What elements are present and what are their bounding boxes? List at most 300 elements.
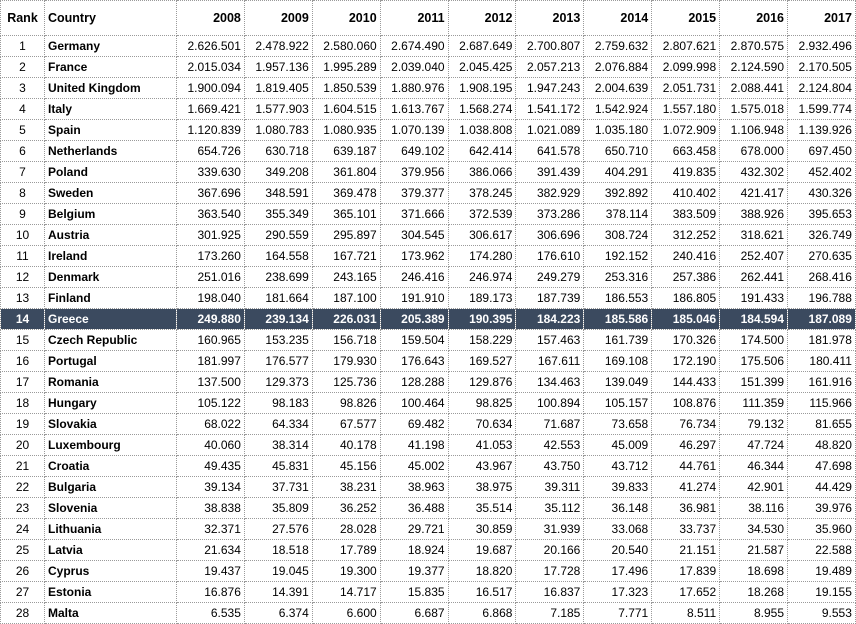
value-cell: 642.414	[448, 141, 516, 162]
rank-cell: 2	[1, 57, 45, 78]
value-cell: 35.112	[516, 498, 584, 519]
rank-cell: 8	[1, 183, 45, 204]
country-cell: Latvia	[45, 540, 177, 561]
value-cell: 6.600	[312, 603, 380, 624]
value-cell: 40.178	[312, 435, 380, 456]
value-cell: 105.157	[584, 393, 652, 414]
value-cell: 378.245	[448, 183, 516, 204]
value-cell: 1.577.903	[244, 99, 312, 120]
value-cell: 151.399	[720, 372, 788, 393]
value-cell: 251.016	[177, 267, 245, 288]
value-cell: 129.373	[244, 372, 312, 393]
value-cell: 1.947.243	[516, 78, 584, 99]
country-cell: Belgium	[45, 204, 177, 225]
value-cell: 1.120.839	[177, 120, 245, 141]
value-cell: 184.594	[720, 309, 788, 330]
value-cell: 17.728	[516, 561, 584, 582]
value-cell: 180.411	[788, 351, 856, 372]
value-cell: 181.664	[244, 288, 312, 309]
value-cell: 253.316	[584, 267, 652, 288]
value-cell: 18.924	[380, 540, 448, 561]
value-cell: 42.553	[516, 435, 584, 456]
value-cell: 1.035.180	[584, 120, 652, 141]
value-cell: 161.916	[788, 372, 856, 393]
table-header	[1, 1, 856, 36]
header-year: 2011	[380, 1, 448, 36]
value-cell: 2.932.496	[788, 36, 856, 57]
value-cell: 268.416	[788, 267, 856, 288]
table-row	[1, 267, 856, 288]
value-cell: 108.876	[652, 393, 720, 414]
value-cell: 249.279	[516, 267, 584, 288]
value-cell: 17.839	[652, 561, 720, 582]
value-cell: 19.687	[448, 540, 516, 561]
value-cell: 176.577	[244, 351, 312, 372]
country-cell: Malta	[45, 603, 177, 624]
table-row	[1, 99, 856, 120]
table-row	[1, 561, 856, 582]
value-cell: 15.835	[380, 582, 448, 603]
header-year: 2017	[788, 1, 856, 36]
value-cell: 169.527	[448, 351, 516, 372]
value-cell: 1.541.172	[516, 99, 584, 120]
header-rank: Rank	[1, 1, 45, 36]
country-cell: Sweden	[45, 183, 177, 204]
value-cell: 20.540	[584, 540, 652, 561]
value-cell: 79.132	[720, 414, 788, 435]
value-cell: 153.235	[244, 330, 312, 351]
header-year: 2010	[312, 1, 380, 36]
value-cell: 47.724	[720, 435, 788, 456]
value-cell: 246.416	[380, 267, 448, 288]
table-row	[1, 372, 856, 393]
value-cell: 70.634	[448, 414, 516, 435]
value-cell: 650.710	[584, 141, 652, 162]
value-cell: 1.908.195	[448, 78, 516, 99]
value-cell: 18.820	[448, 561, 516, 582]
value-cell: 14.391	[244, 582, 312, 603]
value-cell: 36.148	[584, 498, 652, 519]
value-cell: 137.500	[177, 372, 245, 393]
rank-cell: 27	[1, 582, 45, 603]
value-cell: 8.511	[652, 603, 720, 624]
value-cell: 44.429	[788, 477, 856, 498]
value-cell: 192.152	[584, 246, 652, 267]
value-cell: 134.463	[516, 372, 584, 393]
value-cell: 252.407	[720, 246, 788, 267]
value-cell: 144.433	[652, 372, 720, 393]
value-cell: 169.108	[584, 351, 652, 372]
value-cell: 43.750	[516, 456, 584, 477]
rank-cell: 13	[1, 288, 45, 309]
rank-cell: 25	[1, 540, 45, 561]
value-cell: 379.377	[380, 183, 448, 204]
value-cell: 678.000	[720, 141, 788, 162]
rank-cell: 4	[1, 99, 45, 120]
value-cell: 1.850.539	[312, 78, 380, 99]
value-cell: 388.926	[720, 204, 788, 225]
value-cell: 157.463	[516, 330, 584, 351]
value-cell: 18.268	[720, 582, 788, 603]
value-cell: 2.045.425	[448, 57, 516, 78]
table-row	[1, 393, 856, 414]
value-cell: 2.088.441	[720, 78, 788, 99]
value-cell: 295.897	[312, 225, 380, 246]
table-row	[1, 435, 856, 456]
country-cell: Poland	[45, 162, 177, 183]
value-cell: 164.558	[244, 246, 312, 267]
value-cell: 46.344	[720, 456, 788, 477]
value-cell: 17.789	[312, 540, 380, 561]
value-cell: 239.134	[244, 309, 312, 330]
value-cell: 176.610	[516, 246, 584, 267]
rank-cell: 5	[1, 120, 45, 141]
header-year: 2012	[448, 1, 516, 36]
value-cell: 35.514	[448, 498, 516, 519]
value-cell: 187.100	[312, 288, 380, 309]
rank-cell: 1	[1, 36, 45, 57]
table-row	[1, 414, 856, 435]
value-cell: 38.314	[244, 435, 312, 456]
value-cell: 167.721	[312, 246, 380, 267]
value-cell: 187.739	[516, 288, 584, 309]
header-year: 2009	[244, 1, 312, 36]
value-cell: 373.286	[516, 204, 584, 225]
value-cell: 49.435	[177, 456, 245, 477]
value-cell: 173.962	[380, 246, 448, 267]
value-cell: 306.696	[516, 225, 584, 246]
value-cell: 2.807.621	[652, 36, 720, 57]
value-cell: 1.106.948	[720, 120, 788, 141]
value-cell: 39.311	[516, 477, 584, 498]
rank-cell: 9	[1, 204, 45, 225]
value-cell: 2.759.632	[584, 36, 652, 57]
value-cell: 14.717	[312, 582, 380, 603]
country-cell: Hungary	[45, 393, 177, 414]
value-cell: 304.545	[380, 225, 448, 246]
value-cell: 38.231	[312, 477, 380, 498]
value-cell: 1.038.808	[448, 120, 516, 141]
value-cell: 172.190	[652, 351, 720, 372]
value-cell: 249.880	[177, 309, 245, 330]
value-cell: 395.653	[788, 204, 856, 225]
value-cell: 2.478.922	[244, 36, 312, 57]
value-cell: 1.080.783	[244, 120, 312, 141]
value-cell: 34.530	[720, 519, 788, 540]
rank-cell: 28	[1, 603, 45, 624]
value-cell: 2.687.649	[448, 36, 516, 57]
value-cell: 641.578	[516, 141, 584, 162]
value-cell: 378.114	[584, 204, 652, 225]
value-cell: 1.070.139	[380, 120, 448, 141]
header-year: 2013	[516, 1, 584, 36]
value-cell: 1.072.909	[652, 120, 720, 141]
value-cell: 19.489	[788, 561, 856, 582]
value-cell: 371.666	[380, 204, 448, 225]
value-cell: 17.323	[584, 582, 652, 603]
value-cell: 19.045	[244, 561, 312, 582]
value-cell: 16.876	[177, 582, 245, 603]
value-cell: 28.028	[312, 519, 380, 540]
value-cell: 2.580.060	[312, 36, 380, 57]
value-cell: 98.183	[244, 393, 312, 414]
table-row	[1, 330, 856, 351]
value-cell: 31.939	[516, 519, 584, 540]
value-cell: 38.963	[380, 477, 448, 498]
value-cell: 44.761	[652, 456, 720, 477]
country-cell: Slovenia	[45, 498, 177, 519]
value-cell: 2.004.639	[584, 78, 652, 99]
table-row	[1, 477, 856, 498]
table-row	[1, 36, 856, 57]
value-cell: 246.974	[448, 267, 516, 288]
country-cell: Bulgaria	[45, 477, 177, 498]
value-cell: 185.046	[652, 309, 720, 330]
value-cell: 372.539	[448, 204, 516, 225]
value-cell: 100.894	[516, 393, 584, 414]
value-cell: 184.223	[516, 309, 584, 330]
value-cell: 20.166	[516, 540, 584, 561]
table-row	[1, 456, 856, 477]
table-body	[1, 36, 856, 624]
value-cell: 30.859	[448, 519, 516, 540]
value-cell: 1.139.926	[788, 120, 856, 141]
value-cell: 43.967	[448, 456, 516, 477]
value-cell: 46.297	[652, 435, 720, 456]
header-year: 2015	[652, 1, 720, 36]
value-cell: 41.274	[652, 477, 720, 498]
value-cell: 2.039.040	[380, 57, 448, 78]
rank-cell: 10	[1, 225, 45, 246]
value-cell: 238.699	[244, 267, 312, 288]
table-row	[1, 162, 856, 183]
value-cell: 187.089	[788, 309, 856, 330]
value-cell: 382.929	[516, 183, 584, 204]
value-cell: 174.500	[720, 330, 788, 351]
country-cell: Lithuania	[45, 519, 177, 540]
value-cell: 45.009	[584, 435, 652, 456]
value-cell: 176.643	[380, 351, 448, 372]
value-cell: 22.588	[788, 540, 856, 561]
country-cell: Finland	[45, 288, 177, 309]
table-row	[1, 204, 856, 225]
value-cell: 1.575.018	[720, 99, 788, 120]
table-row	[1, 603, 856, 624]
value-cell: 379.956	[380, 162, 448, 183]
country-cell: Portugal	[45, 351, 177, 372]
header-row	[1, 1, 856, 36]
value-cell: 159.504	[380, 330, 448, 351]
value-cell: 181.997	[177, 351, 245, 372]
value-cell: 42.901	[720, 477, 788, 498]
value-cell: 8.955	[720, 603, 788, 624]
value-cell: 69.482	[380, 414, 448, 435]
country-cell: Netherlands	[45, 141, 177, 162]
value-cell: 2.626.501	[177, 36, 245, 57]
value-cell: 318.621	[720, 225, 788, 246]
country-cell: Austria	[45, 225, 177, 246]
value-cell: 2.674.490	[380, 36, 448, 57]
value-cell: 47.698	[788, 456, 856, 477]
value-cell: 71.687	[516, 414, 584, 435]
value-cell: 339.630	[177, 162, 245, 183]
rank-cell: 11	[1, 246, 45, 267]
value-cell: 2.870.575	[720, 36, 788, 57]
value-cell: 41.198	[380, 435, 448, 456]
table-row	[1, 141, 856, 162]
value-cell: 39.833	[584, 477, 652, 498]
value-cell: 2.015.034	[177, 57, 245, 78]
value-cell: 7.771	[584, 603, 652, 624]
value-cell: 129.876	[448, 372, 516, 393]
value-cell: 185.586	[584, 309, 652, 330]
value-cell: 39.134	[177, 477, 245, 498]
value-cell: 1.557.180	[652, 99, 720, 120]
value-cell: 158.229	[448, 330, 516, 351]
value-cell: 125.736	[312, 372, 380, 393]
value-cell: 6.687	[380, 603, 448, 624]
value-cell: 361.804	[312, 162, 380, 183]
rank-cell: 16	[1, 351, 45, 372]
value-cell: 1.542.924	[584, 99, 652, 120]
value-cell: 1.900.094	[177, 78, 245, 99]
value-cell: 45.002	[380, 456, 448, 477]
value-cell: 1.568.274	[448, 99, 516, 120]
country-cell: United Kingdom	[45, 78, 177, 99]
value-cell: 167.611	[516, 351, 584, 372]
value-cell: 205.389	[380, 309, 448, 330]
value-cell: 174.280	[448, 246, 516, 267]
value-cell: 1.604.515	[312, 99, 380, 120]
value-cell: 16.837	[516, 582, 584, 603]
value-cell: 48.820	[788, 435, 856, 456]
country-cell: Cyprus	[45, 561, 177, 582]
value-cell: 2.057.213	[516, 57, 584, 78]
value-cell: 2.099.998	[652, 57, 720, 78]
value-cell: 1.613.767	[380, 99, 448, 120]
value-cell: 432.302	[720, 162, 788, 183]
value-cell: 198.040	[177, 288, 245, 309]
value-cell: 19.437	[177, 561, 245, 582]
rank-cell: 3	[1, 78, 45, 99]
value-cell: 2.124.590	[720, 57, 788, 78]
value-cell: 16.517	[448, 582, 516, 603]
value-cell: 226.031	[312, 309, 380, 330]
value-cell: 67.577	[312, 414, 380, 435]
value-cell: 639.187	[312, 141, 380, 162]
value-cell: 98.826	[312, 393, 380, 414]
value-cell: 98.825	[448, 393, 516, 414]
value-cell: 367.696	[177, 183, 245, 204]
value-cell: 19.377	[380, 561, 448, 582]
value-cell: 326.749	[788, 225, 856, 246]
header-country: Country	[45, 1, 177, 36]
value-cell: 1.995.289	[312, 57, 380, 78]
value-cell: 100.464	[380, 393, 448, 414]
value-cell: 38.838	[177, 498, 245, 519]
value-cell: 6.374	[244, 603, 312, 624]
value-cell: 40.060	[177, 435, 245, 456]
country-cell: Denmark	[45, 267, 177, 288]
value-cell: 630.718	[244, 141, 312, 162]
value-cell: 139.049	[584, 372, 652, 393]
rank-cell: 6	[1, 141, 45, 162]
value-cell: 649.102	[380, 141, 448, 162]
value-cell: 430.326	[788, 183, 856, 204]
value-cell: 1.599.774	[788, 99, 856, 120]
value-cell: 243.165	[312, 267, 380, 288]
rank-cell: 18	[1, 393, 45, 414]
value-cell: 404.291	[584, 162, 652, 183]
table-row	[1, 582, 856, 603]
value-cell: 419.835	[652, 162, 720, 183]
value-cell: 301.925	[177, 225, 245, 246]
value-cell: 270.635	[788, 246, 856, 267]
value-cell: 43.712	[584, 456, 652, 477]
value-cell: 21.634	[177, 540, 245, 561]
value-cell: 17.496	[584, 561, 652, 582]
value-cell: 391.439	[516, 162, 584, 183]
rank-cell: 19	[1, 414, 45, 435]
table-row	[1, 78, 856, 99]
value-cell: 81.655	[788, 414, 856, 435]
table-row	[1, 540, 856, 561]
value-cell: 312.252	[652, 225, 720, 246]
value-cell: 392.892	[584, 183, 652, 204]
value-cell: 35.809	[244, 498, 312, 519]
value-cell: 306.617	[448, 225, 516, 246]
country-cell: Spain	[45, 120, 177, 141]
value-cell: 1.669.421	[177, 99, 245, 120]
country-cell: Ireland	[45, 246, 177, 267]
value-cell: 191.433	[720, 288, 788, 309]
value-cell: 111.359	[720, 393, 788, 414]
value-cell: 2.124.804	[788, 78, 856, 99]
value-cell: 452.402	[788, 162, 856, 183]
value-cell: 1.957.136	[244, 57, 312, 78]
rank-cell: 23	[1, 498, 45, 519]
table-row	[1, 225, 856, 246]
value-cell: 73.658	[584, 414, 652, 435]
value-cell: 36.252	[312, 498, 380, 519]
rank-cell: 12	[1, 267, 45, 288]
value-cell: 115.966	[788, 393, 856, 414]
value-cell: 170.326	[652, 330, 720, 351]
country-cell: Croatia	[45, 456, 177, 477]
header-year: 2016	[720, 1, 788, 36]
value-cell: 349.208	[244, 162, 312, 183]
value-cell: 128.288	[380, 372, 448, 393]
table-row	[1, 183, 856, 204]
value-cell: 348.591	[244, 183, 312, 204]
value-cell: 654.726	[177, 141, 245, 162]
value-cell: 19.300	[312, 561, 380, 582]
rank-cell: 24	[1, 519, 45, 540]
country-cell: Germany	[45, 36, 177, 57]
value-cell: 6.535	[177, 603, 245, 624]
value-cell: 33.737	[652, 519, 720, 540]
value-cell: 186.805	[652, 288, 720, 309]
value-cell: 7.185	[516, 603, 584, 624]
value-cell: 105.122	[177, 393, 245, 414]
value-cell: 18.518	[244, 540, 312, 561]
value-cell: 160.965	[177, 330, 245, 351]
value-cell: 27.576	[244, 519, 312, 540]
value-cell: 64.334	[244, 414, 312, 435]
value-cell: 363.540	[177, 204, 245, 225]
rank-cell: 26	[1, 561, 45, 582]
table-row	[1, 498, 856, 519]
